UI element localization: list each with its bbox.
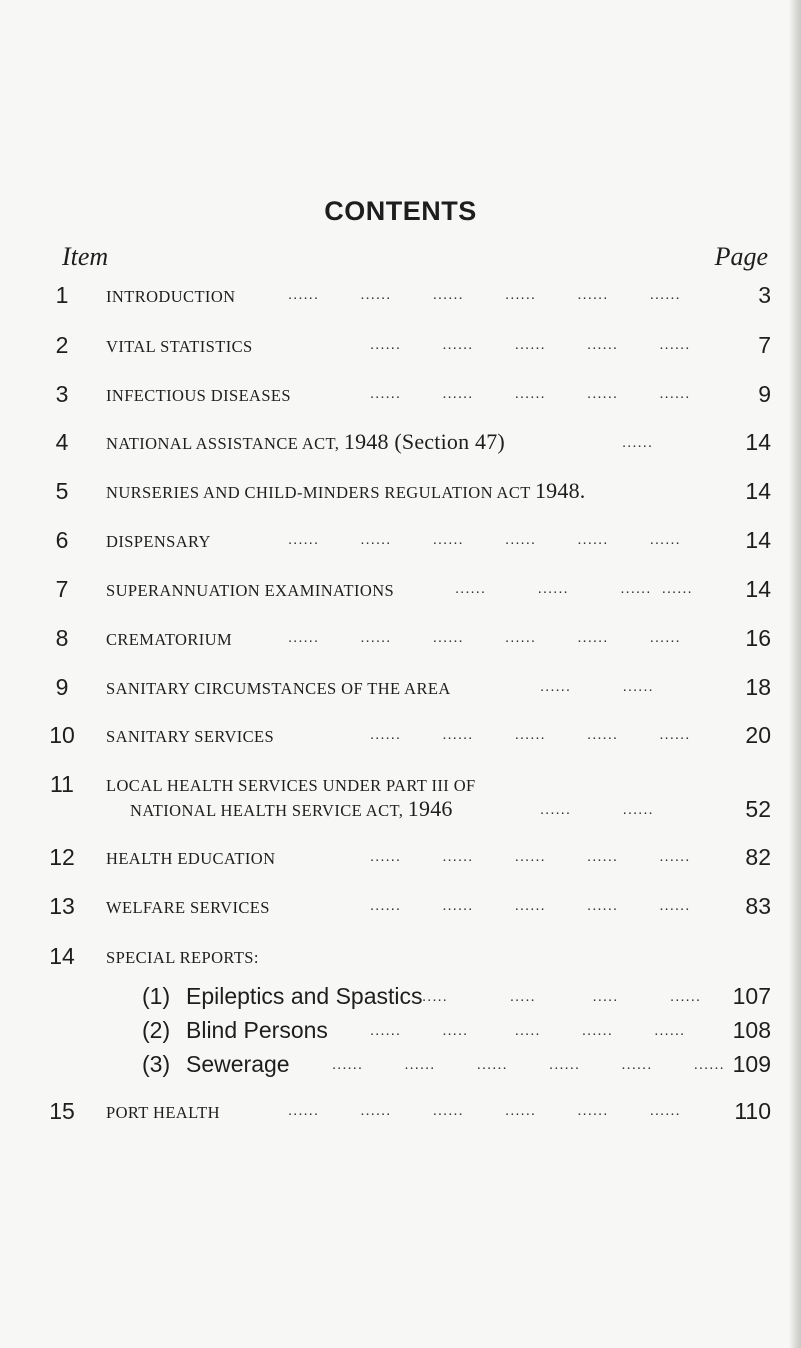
subentry-page: 109 xyxy=(732,1051,771,1077)
entry-page: 52 xyxy=(745,796,771,822)
leader-dots: ...... ...... xyxy=(540,678,654,695)
entry-page: 83 xyxy=(745,893,771,919)
entry-label: VITAL STATISTICS xyxy=(106,337,253,356)
item-column-header: Item xyxy=(62,242,109,271)
leader-dots: ...... ...... ...... ...... ...... ...... xyxy=(288,1102,681,1119)
page-column-header: Page xyxy=(714,242,768,271)
entry-label: CREMATORIUM xyxy=(106,630,233,649)
entry-label: SANITARY CIRCUMSTANCES OF THE AREA xyxy=(106,679,451,698)
entry-label: NURSERIES AND CHILD-MINDERS REGULATION ACT 1948. xyxy=(106,478,586,503)
entry-label: NATIONAL ASSISTANCE ACT, 1948 (Section 47) xyxy=(106,429,505,454)
entry-page: 3 xyxy=(758,282,771,308)
subentry-label: Sewerage xyxy=(186,1051,290,1077)
entry-page: 110 xyxy=(734,1098,771,1124)
entry-number: 10 xyxy=(49,722,75,748)
entry-number: 13 xyxy=(49,893,75,919)
leader-dots: ...... ...... xyxy=(540,801,654,818)
entry-label-extra: 1948 (Section 47) xyxy=(343,429,505,454)
entry-page: 82 xyxy=(745,844,771,870)
entry-number: 8 xyxy=(55,625,69,651)
subentry-label: Blind Persons xyxy=(186,1017,328,1043)
leader-dots: ...... ...... ...... ...... ...... xyxy=(370,897,691,914)
entry-number: 6 xyxy=(55,527,69,553)
leader-dots: ...... xyxy=(622,434,654,451)
leader-dots: ...... ...... ...... ...... ...... xyxy=(370,848,691,865)
entry-page: 20 xyxy=(745,722,771,748)
entry-number: 5 xyxy=(55,478,69,504)
entry-label: SPECIAL REPORTS: xyxy=(106,948,259,967)
entry-number: 4 xyxy=(55,429,69,455)
entry-page: 7 xyxy=(758,332,771,358)
entry-label: SUPERANNUATION EXAMINATIONS xyxy=(106,581,395,600)
subentry-page: 108 xyxy=(732,1017,771,1043)
leader-dots: ...... ...... ...... ...... ...... ...... xyxy=(288,286,681,303)
entry-number: 9 xyxy=(55,674,69,700)
entry-label-extra: 1948. xyxy=(534,478,586,503)
entry-label-extra: 1946 xyxy=(407,796,453,821)
leader-dots: ...... ..... ..... ...... ...... xyxy=(370,1022,686,1039)
entry-page: 9 xyxy=(758,381,771,407)
subentry-number: (1) xyxy=(142,983,171,1009)
entry-number: 7 xyxy=(55,576,69,602)
entry-page: 14 xyxy=(745,429,771,455)
page-title: CONTENTS xyxy=(324,196,477,226)
entry-number: 14 xyxy=(49,943,75,969)
entry-label: HEALTH EDUCATION xyxy=(106,849,276,868)
leader-dots: ..... ..... ..... ...... xyxy=(422,988,702,1005)
entry-number: 12 xyxy=(49,844,75,870)
entry-page: 14 xyxy=(745,527,771,553)
entry-label: INFECTIOUS DISEASES xyxy=(106,386,291,405)
subentry-page: 107 xyxy=(732,983,771,1009)
entry-label: PORT HEALTH xyxy=(106,1103,220,1122)
entry-page: 16 xyxy=(745,625,771,651)
entry-page: 14 xyxy=(745,478,771,504)
leader-dots: ...... ...... ...... ...... ...... ...... xyxy=(288,629,681,646)
entry-number: 11 xyxy=(50,771,74,797)
leader-dots: ...... ...... ...... ...... xyxy=(455,580,693,597)
entry-label: WELFARE SERVICES xyxy=(106,898,270,917)
entry-number: 15 xyxy=(49,1098,75,1124)
entry-label-line2: NATIONAL HEALTH SERVICE ACT, 1946 xyxy=(130,796,453,821)
entry-label: DISPENSARY xyxy=(106,532,211,551)
leader-dots: ...... ...... ...... ...... ...... xyxy=(370,726,691,743)
entry-page: 14 xyxy=(745,576,771,602)
subentry-number: (2) xyxy=(142,1017,171,1043)
entry-number: 3 xyxy=(55,381,69,407)
entry-label: INTRODUCTION xyxy=(106,287,236,306)
entry-page: 18 xyxy=(745,674,771,700)
leader-dots: ...... ...... ...... ...... ...... xyxy=(370,336,691,353)
leader-dots: ...... ...... ...... ...... ...... ...... xyxy=(288,531,681,548)
subentry-label: Epileptics and Spastics xyxy=(186,983,423,1009)
entry-number: 2 xyxy=(55,332,69,358)
subentry-number: (3) xyxy=(142,1051,171,1077)
entry-label: LOCAL HEALTH SERVICES UNDER PART III OF xyxy=(106,776,476,795)
leader-dots: ...... ...... ...... ...... ...... ...... xyxy=(332,1056,725,1073)
entry-number: 1 xyxy=(55,282,69,308)
leader-dots: ...... ...... ...... ...... ...... xyxy=(370,385,691,402)
entry-label: SANITARY SERVICES xyxy=(106,727,275,746)
